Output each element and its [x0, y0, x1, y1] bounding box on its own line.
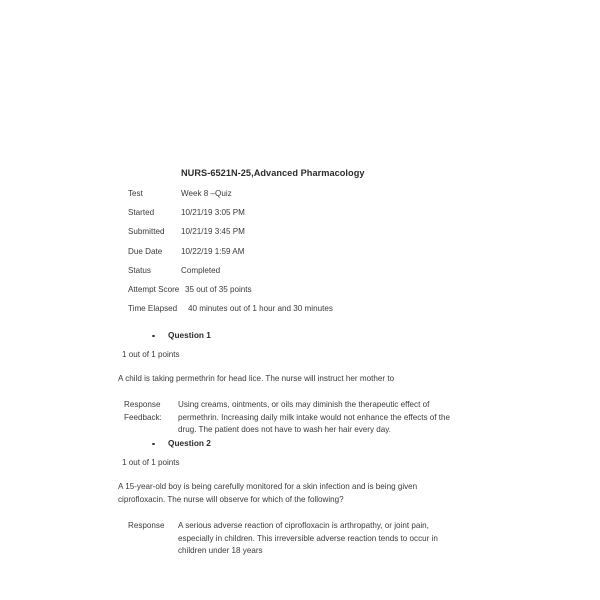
question-1-response-body: Using creams, ointments, or oils may diminish the therapeutic effect of permethrin. Increasing daily milk intake would not enhance the effects of the drug. The patient does not have to wash her hair every day.: [178, 400, 451, 435]
meta-row-submitted: [128, 227, 488, 246]
meta-row-started: [128, 208, 488, 227]
question-2-points: 1 out of 1 points: [122, 458, 180, 467]
meta-row-status: [128, 266, 488, 285]
question-2-response-label: Response: [128, 521, 165, 531]
question-block-1: [0, 330, 600, 436]
meta-label-status: Status: [128, 265, 151, 275]
question-1-heading: [152, 330, 600, 344]
meta-label-test: Test: [128, 189, 143, 198]
question-2-heading: [152, 438, 600, 452]
meta-label-submitted: Submitted: [128, 227, 165, 237]
question-2-response-body: A serious adverse reaction of ciprofloxacin is arthropathy, or joint pain, especially in children. This irreversible adverse reaction tends to occur in children under 18 years: [178, 521, 438, 556]
meta-label-due-date: Due Date: [128, 246, 163, 256]
meta-label-started: Started: [128, 208, 155, 218]
question-1-response-label-line1: Response: [124, 400, 161, 410]
question-2-response: [0, 520, 600, 557]
meta-row-test: [128, 189, 488, 208]
question-1-response-feedback: [0, 399, 600, 436]
meta-row-due-date: [128, 247, 488, 266]
quiz-metadata-table: [128, 189, 488, 323]
question-1-heading-label: Question 1: [168, 330, 211, 340]
meta-value-attempt-score: 35 out of 35 points: [185, 284, 252, 294]
meta-row-time-elapsed: [128, 304, 488, 323]
question-2-heading-label: Question 2: [168, 438, 211, 448]
question-1-response-label-line2: Feedback:: [124, 412, 162, 422]
meta-value-due-date: 10/22/19 1:59 AM: [181, 246, 245, 256]
bullet-icon: [152, 443, 155, 446]
meta-value-status: Completed: [181, 265, 221, 275]
meta-value-test: Week 8 –Quiz: [181, 189, 232, 198]
meta-label-time-elapsed: Time Elapsed: [128, 304, 178, 314]
meta-value-time-elapsed: 40 minutes out of 1 hour and 30 minutes: [188, 304, 333, 314]
bullet-icon: [152, 335, 155, 338]
meta-label-attempt-score: Attempt Score: [128, 284, 180, 294]
meta-row-attempt-score: [128, 285, 488, 304]
question-block-2: [0, 438, 600, 558]
document-title: NURS-6521N-25,Advanced Pharmacology: [181, 168, 365, 178]
question-2-text: A 15-year-old boy is being carefully monitored for a skin infection and is being given ciprofloxacin. The nurse will observe for which of the following?: [118, 482, 418, 505]
question-1-response-label: [124, 399, 176, 424]
question-1-text: A child is taking permethrin for head lice. The nurse will instruct her mother to: [118, 374, 395, 383]
meta-value-submitted: 10/21/19 3:45 PM: [181, 227, 245, 237]
meta-value-started: 10/21/19 3:05 PM: [181, 208, 245, 218]
question-1-points: 1 out of 1 points: [122, 350, 180, 359]
